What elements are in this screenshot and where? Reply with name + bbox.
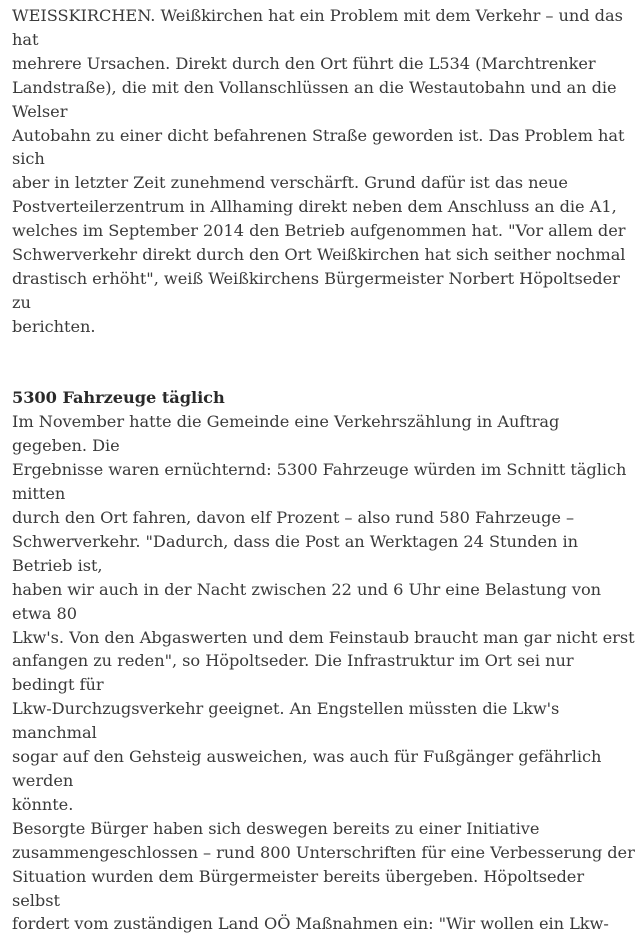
paragraph-spacer: [12, 339, 636, 387]
article-paragraph-initiative: Besorgte Bürger haben sich deswegen bereits zu einer Initiative zusammengeschlossen – rund 800 Unterschriften für eine Verbesserung der Situation wurden dem Bürgermeister bereits übergeben. Höpoltseder selbst fordert vom zuständigen Land OÖ Maßnahmen ein: "Wir wollen ein Lkw-: [12, 818, 635, 934]
article-body: [12, 4, 636, 936]
article-subheading: 5300 Fahrzeuge täglich: [12, 388, 225, 408]
article-paragraph-traffic-count: Im November hatte die Gemeinde eine Verkehrszählung in Auftrag gegeben. Die Ergebnisse waren ernüchternd: 5300 Fahrzeuge würden im Schnitt täglich mitten durch den Ort fahren, davon elf Prozent – also rund 580 Fahrzeuge – Schwerverkehr. "Dadurch, dass die Post an Werktagen 24 Stunden in Betrieb ist, haben wir auch in der Nacht zwischen 22 und 6 Uhr eine Belastung von etwa 80 Lkw's. Von den Abgaswerten und dem Feinstaub braucht man gar nicht erst anfangen zu reden", so Höpoltseder. Die Infrastruktur im Ort sei nur bedingt für Lkw-Durchzugsverkehr geeignet. An Engstellen müssten die Lkw's manchmal sogar auf den Gehsteig ausweichen, was auch für Fußgänger gefährlich werden könnte.: [12, 412, 635, 814]
article-paragraph-intro: WEISSKIRCHEN. Weißkirchen hat ein Problem mit dem Verkehr – und das hat mehrere Ursachen. Direkt durch den Ort führt die L534 (Marchtrenker Landstraße), die mit den Vollanschlüssen an die Westautobahn und an die Welser Autobahn zu einer dicht befahrenen Straße geworden ist. Das Problem hat sich aber in letzter Zeit zunehmend verschärft. Grund dafür ist das neue Postverteilerzentrum in Allhaming direkt neben dem Anschluss an die A1, welches im September 2014 den Betrieb aufgenommen hat. "Vor allem der Schwerverkehr direkt durch den Ort Weißkirchen hat sich seither nochmal drastisch erhöht", weiß Weißkirchens Bürgermeister Norbert Höpoltseder zu berichten.: [12, 6, 626, 336]
